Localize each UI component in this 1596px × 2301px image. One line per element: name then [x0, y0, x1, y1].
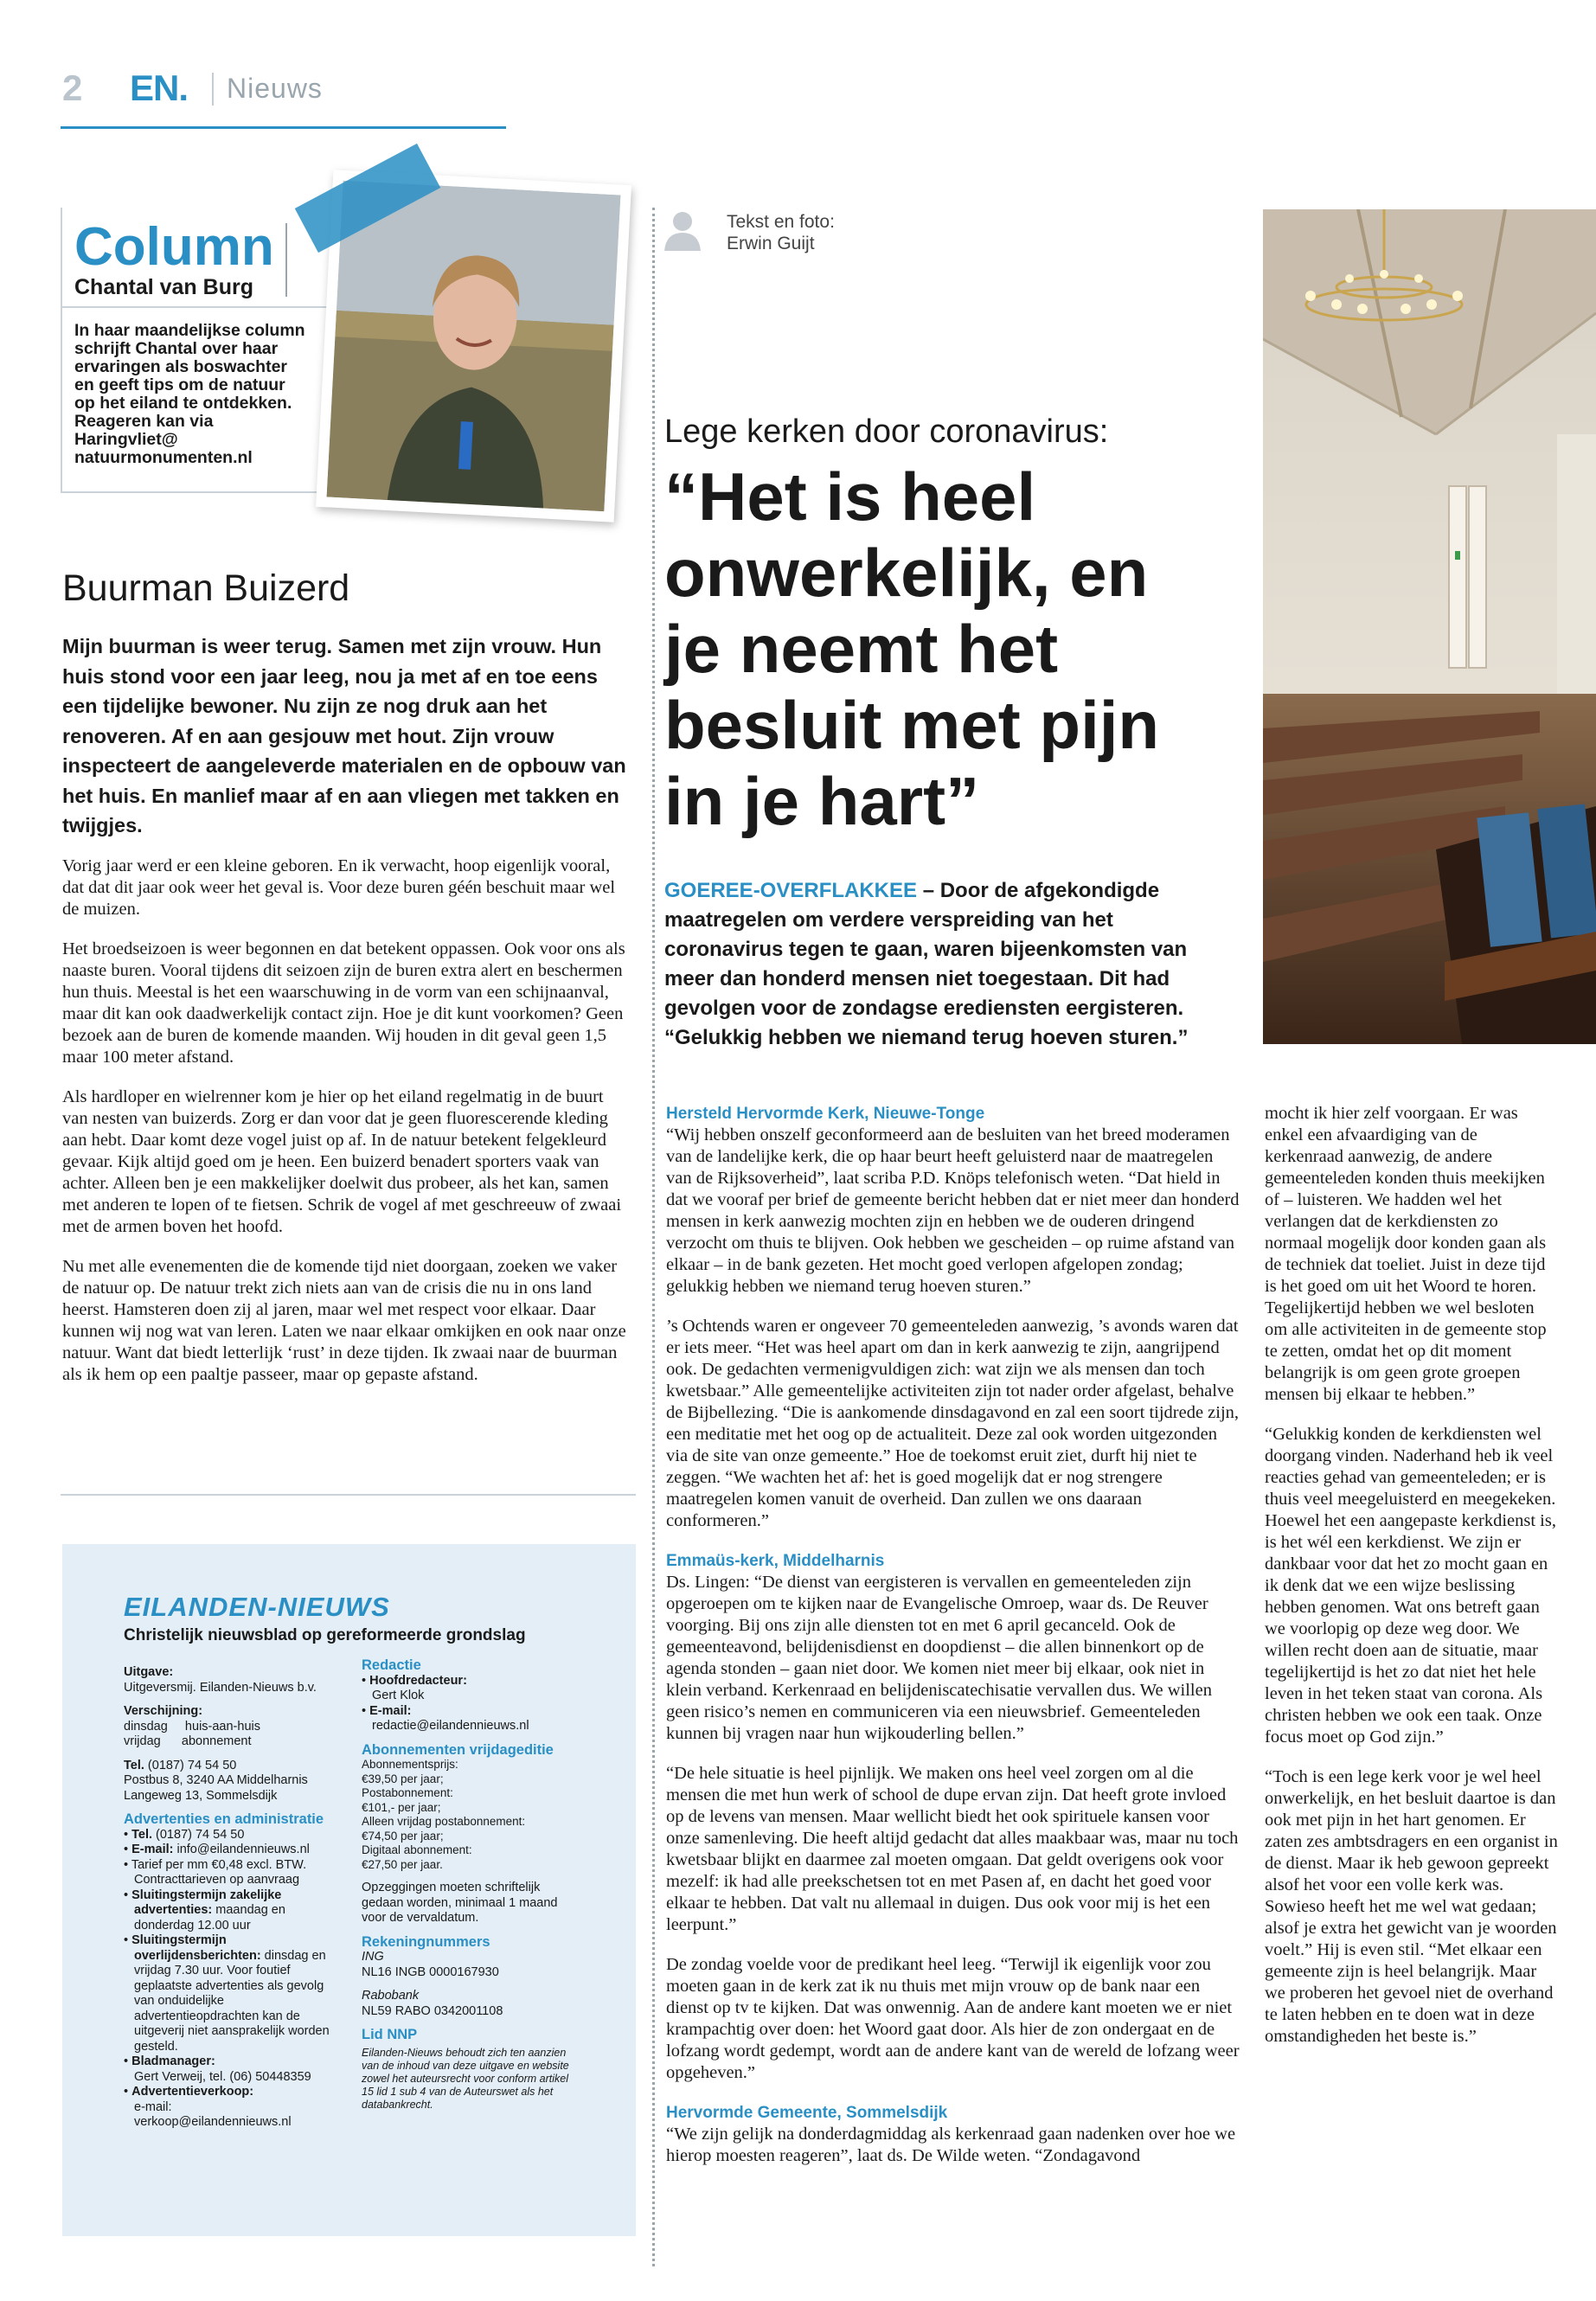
address-line: Langeweg 13, Sommelsdijk [124, 1788, 278, 1803]
byline-label: Tekst en foto: [727, 212, 835, 232]
church-interior-photo [1263, 209, 1596, 1044]
abonnementen-heading: Abonnementen vrijdageditie [362, 1741, 554, 1758]
copyright-disclaimer: Eilanden-Nieuws behoudt zich ten aanzien van de inhoud van deze uitgave en website zowel het auteursrecht voor conform artikel 15 lid 1 sub 4 van de Auteurswet als het databankrecht. [362, 2046, 569, 2111]
abo-line: Abonnementsprijs: [362, 1758, 458, 1771]
bladmanager-value: Gert Verweij, tel. (06) 50448359 [134, 2069, 311, 2084]
colofon-logo: EILANDEN-NIEUWS [124, 1592, 390, 1622]
adv-tarief: Tarief per mm €0,48 excl. BTW. Contracttarieven op aanvraag [131, 1857, 307, 1887]
sluiting-overlijden-label: Sluitingstermijn overlijdensberichten: [131, 1933, 261, 1963]
colofon-left-column: Uitgave: Uitgeversmij. Eilanden-Nieuws b.v. Verschijning: dinsdag huis-aan-huis vrijdag abonnement Tel. (0187) 74 54 50 Postbus 8, 3240 AA Middelharnis Langeweg 13, Sommelsdijk Advertenties en administratie • Tel. (0187) 74 54 50 • E-mail: info@eilandennieuws.nl • Tarief per mm €0,48 excl. BTW. Contracttarieven op aanvraag • Sluitingstermijn zakelijke advertenties: maandag en donderdag 12.00 uur • Sluitingstermijn overlijdensberichten: dinsdag en vrijdag 7.30 uur. Voor foutief geplaatste advertenties als gevolg van onduidelijke advertentieopdrachten kan de uitgeverij niet aansprakelijk worden gesteld. • Bladmanager: Gert Verweij, tel. (06) 50448359 • Advertentieverkoop: e-mail: verkoop@eilandennieuws.nl [124, 1665, 340, 2131]
column-body [62, 856, 633, 1404]
adv-email-value: info@eilandennieuws.nl [173, 1843, 310, 1856]
abo-line: €101,- per jaar; [362, 1800, 441, 1814]
tel-label: Tel. [124, 1758, 144, 1772]
verschijning-value: dinsdag huis-aan-huis [124, 1719, 260, 1734]
sluiting-zakelijk-label: Sluitingstermijn zakelijke advertenties: [131, 1888, 282, 1917]
article-body-column-1 [666, 1103, 1241, 2185]
article-paragraph: “Gelukkig konden de kerkdiensten wel doorgang vinden. Naderhand heb ik veel reacties gehad van gemeenteleden; er is thuis veel meegeluisterd en meegekeken. Hoewel het een aangepaste kerkdienst is, is het wél een kerkdienst. We zijn er dankbaar voor dat het zo mocht gaan en ik denk dat we een wijze beslissing hebben genomen. Wat ons betreft gaan we voorlopig op deze weg door. We willen recht doen aan de situatie, maar tegelijkertijd is het zo dat niet het hele leven in het teken staat van corona. Als christen hebben we ook een taak. Onze focus moet op God zijn.” [1265, 1425, 1556, 1747]
advertentieverkoop-label: Advertentieverkoop: [131, 2085, 254, 2099]
byline-author: Erwin Guijt [727, 234, 815, 253]
verschijning-value: vrijdag abonnement [124, 1734, 252, 1748]
article-subheading: Emmaüs-kerk, Middelharnis [666, 1552, 885, 1570]
article-lead-text: – Door de afgekondigde maatregelen om verdere verspreiding van het coronavirus tegen te gaan, waren bijeenkomsten van meer dan honderd mensen niet toegestaan. Dit had gevolgen voor de zondagse erediensten eergisteren. “Gelukkig hebben we niemand terug hoeven sturen.” [664, 879, 1189, 1049]
article-dateline: GOEREE-OVERFLAKKEE [664, 879, 918, 902]
article-paragraph: “Wij hebben onszelf geconformeerd aan de besluiten van het breed moderamen van de landelijke kerk, die op haar beurt heeft geluisterd naar de maatregelen van de Rijksoverheid”, laat scriba P.D. Knöps telefonisch weten. “Dat hield in dat we vooraf per brief de gemeente bericht hebben dat er niet meer dan honderd mensen in kerk aanwezig mochten zijn en hebben we de ouderen dringend verzocht om thuis te blijven. Ook hebben we gescheiden – op ruime afstand van elkaar – in de bank gezeten. Het mocht goed verlopen afgelopen zondag; gelukkig hebben we niemand terug hoeven sturen.” [666, 1125, 1240, 1296]
bank-number: NL59 RABO 0342001108 [362, 2003, 503, 2018]
verschijning-label: Verschijning: [124, 1704, 203, 1718]
column-title: Column [74, 217, 274, 277]
portrait-illustration [327, 181, 621, 511]
article-paragraph: De zondag voelde voor de predikant heel leeg. “Terwijl ik eigenlijk voor zou moeten gaan in de kerk zat ik nu thuis met mijn vrouw op de bank naar een dienst op tv te kijken. Dat was onwennig. Aan de andere kant moeten we er niet krampachtig over doen: het Woord gaat door. Als hier de zon ondergaat en de lofzang wordt gedempt, wordt aan de andere kant van de wereld de lofzang weer opgeheven.” [666, 1955, 1240, 2082]
colofon-right-column: Redactie • Hoofdredacteur: Gert Klok • E-mail: redactie@eilandennieuws.nl Abonnementen vrijdageditie Abonnementsprijs: €39,50 per jaar; Postabonnement: €101,- per jaar; Alleen vrijdag postabonnement: €74,50 per jaar; Digitaal abonnement: €27,50 per jaar. Opzeggingen moeten schriftelijk gedaan worden, minimaal 1 maand voor de vervaldatum. Rekeningnummers ING NL16 INGB 0000167930 Rabobank NL59 RABO 0342001108 Lid NNP Eilanden-Nieuws behoudt zich ten aanzien van de inhoud van deze uitgave en website zowel het auteursrecht voor conform artikel 15 lid 1 sub 4 van de Auteurswet als het databankrecht. [362, 1658, 595, 2112]
abo-line: Postabonnement: [362, 1786, 453, 1799]
abo-line: €39,50 per jaar; [362, 1772, 444, 1785]
byline [727, 211, 835, 254]
column-author: Chantal van Burg [74, 275, 253, 299]
opzeggingen-note: Opzeggingen moeten schriftelijk gedaan worden, minimaal 1 maand voor de vervaldatum. [362, 1881, 558, 1925]
section-label: Nieuws [227, 73, 323, 104]
article-paragraph: mocht ik hier zelf voorgaan. Er was enkel een afvaardiging van de kerkenraad aanwezig, de andere gemeenteleden konden thuis meekijken of – luisteren. We hadden wel het verlangen dat de kerkdiensten zo normaal mogelijk door konden gaan als de techniek dat toeliet. Juist in deze tijd is het goed om uit het Woord te horen. Tegelijkertijd hebben we wel besloten om alle activiteiten in de gemeente stop te zetten, omdat het op dit moment belangrijk is om geen grote groepen mensen bij elkaar te hebben.” [1265, 1104, 1547, 1404]
adv-tel-label: Tel. [131, 1827, 153, 1842]
adv-email-label: E-mail: [131, 1843, 174, 1856]
hoofdredacteur-value: Gert Klok [372, 1689, 425, 1702]
page-number: 2 [62, 67, 83, 108]
column-paragraph: Als hardloper en wielrenner kom je hier op het eiland regelmatig in de buurt van nesten van buizerds. Zorg er dan voor dat je geen fluorescerende kleding aan hebt. Daar komt deze vogel juist op af. In de natuur betekent felgekleurd gevaar. Kijk altijd goed om je heen. Een buizerd benadert sporters vaak van achter. Alleen ben je een makkelijker doelwit dus probeer, als het kan, samen met anderen te lopen of te fietsen. Schrik de vogel af met geschreeuw of zwaai met de armen boven het hoofd. [62, 1087, 622, 1236]
uitgave-label: Uitgave: [124, 1665, 174, 1679]
rekeningnummers-heading: Rekeningnummers [362, 1933, 490, 1950]
article-paragraph: Ds. Lingen: “De dienst van eergisteren is vervallen en gemeenteleden zijn opgeroepen om te kijken naar de Evangelische Omroep, waar ds. De Reuver voorging. Bij ons zijn alle diensten tot en met 6 april gecanceld. Ook de gemeenteavond, belijdenisdienst en doopdienst – die allen binnenkort op de agenda stonden – gaan niet door. We komen niet meer bij elkaar, ook niet in klein verband. Kerkenraad en belijdeniscatechisatie vervallen dus. We willen geen risico’s nemen en communiceren via een nieuwsbrief. Gemeenteleden kunnen bij vragen naar hun wijkouderling bellen.” [666, 1573, 1212, 1743]
bank-number: NL16 INGB 0000167930 [362, 1965, 499, 1979]
column-heading: Buurman Buizerd [62, 567, 350, 609]
abo-line: €74,50 per jaar; [362, 1829, 444, 1843]
sluiting-zakelijk-value: maandag en donderdag 12.00 uur [134, 1903, 285, 1932]
redactie-email-value: redactie@eilandennieuws.nl [372, 1719, 529, 1733]
abo-line: Digitaal abonnement: [362, 1843, 472, 1856]
sluiting-overlijden-value: dinsdag en vrijdag 7.30 uur. Voor foutief geplaatste advertenties als gevolg van onduidelijke advertentieopdrachten kan de uitgeverij niet aansprakelijk worden gesteld. [134, 1948, 330, 2054]
tel-value: (0187) 74 54 50 [144, 1758, 237, 1772]
advertenties-heading: Advertenties en administratie [124, 1811, 324, 1827]
header-separator [212, 73, 214, 106]
column-box-left-border [61, 208, 62, 493]
colofon-tagline: Christelijk nieuwsblad op gereformeerde grondslag [124, 1626, 526, 1644]
article-subheading: Hervormde Gemeente, Sommelsdijk [666, 2104, 948, 2122]
column-intro: In haar maandelijkse column schrijft Chantal over haar ervaringen als boswachter en geeft tips om de natuur op het eiland te ontdekken. Reageren kan via Haringvliet@ natuurmonumenten.nl [74, 321, 305, 467]
article-lead [664, 876, 1218, 1053]
column-paragraph: Nu met alle evenementen die de komende tijd niet doorgaan, zoeken we vaker de natuur op. De natuur trekt zich niets aan van de crisis die nu in ons land heerst. Hamsteren doen zij al jaren, maar wel met respect voor elkaar. Daar kunnen wij nog wat van leren. Laten we naar elkaar omkijken en ook naar onze natuur. Want dat biedt letterlijk ‘rust’ in deze tijden. Ik zwaai naar de buurman als ik hem op een paaltje passeer, maar op gepaste afstand. [62, 1257, 626, 1384]
address-line: Postbus 8, 3240 AA Middelharnis [124, 1773, 308, 1787]
advertentieverkoop-value: verkoop@eilandennieuws.nl [134, 2115, 292, 2129]
nnp-heading: Lid NNP [362, 2027, 418, 2042]
column-end-rule [61, 1494, 636, 1496]
article-paragraph: “Toch is een lege kerk voor je wel heel onwerkelijk, en het besluit daartoe is dan ook met pijn in het hart genomen. Er zaten zes ambtsdragers en een organist in de dienst. Maar ik heb gewoon gepreekt alsof het voor een volle kerk was. Sowieso heeft het me wel wat gedaan; alsof je extra het gewicht van je woorden voelt.” Hij is even stil. “Met elkaar een gemeente zijn is heel belangrijk. Maar we proberen het gevoel niet de overhand te laten hebben en te doen wat in deze omstandigheden het beste is.” [1265, 1767, 1558, 2046]
article-subheading: Hersteld Hervormde Kerk, Nieuwe-Tonge [666, 1105, 985, 1123]
bank-name: Rabobank [362, 1989, 420, 2003]
bank-name: ING [362, 1950, 384, 1964]
article-paragraph: ’s Ochtends waren er ongeveer 70 gemeenteleden aanwezig, ’s avonds waren dat er iets meer. “Het was heel apart om dan in kerk aanwezig te zijn, aangrijpend ook. De gedachten vermenigvuldigen zich: wat zijn we als mensen dan toch kwetsbaar.” Alle gemeentelijke activiteiten zijn tot nader order afgelast, behalve de Bijbellezing. “Die is aankomende dinsdagavond en zal een soort tijdrede zijn, een meditatie met het oog op de actualiteit. Deze zal ook worden uitgezonden via de site van onze gemeente.” Hoe de toekomst eruit ziet, durft hij niet te zeggen. “We wachten het af: het is goed mogelijk dat er nog strengere maatregelen komen vanuit de overheid. Dan zullen we ons daaraan conformeren.” [666, 1317, 1240, 1530]
column-lead: Mijn buurman is weer terug. Samen met zijn vrouw. Hun huis stond voor een jaar leeg, nou ja met af en toe eens een tijdelijke bewoner. Nu zijn ze nog druk aan het renoveren. Af en aan gesjouw met hout. Zijn vrouw inspecteert de aangeleverde materialen en de opbouw van het huis. En manlief maar af en aan vliegen met takken en twijgjes. [62, 635, 626, 836]
abo-line: €27,50 per jaar. [362, 1857, 443, 1871]
church-illustration [1263, 209, 1596, 1044]
redactie-email-label: E-mail: [369, 1703, 412, 1718]
article-body-column-2 [1265, 1103, 1559, 2066]
adv-tel-value: (0187) 74 54 50 [152, 1827, 245, 1842]
uitgave-value: Uitgeversmij. Eilanden-Nieuws b.v. [124, 1680, 317, 1695]
column-paragraph: Het broedseizoen is weer begonnen en dat betekent oppassen. Ook voor ons als naaste buren. Vooral tijdens dit seizoen zijn de buren extra alert en beschermen hun thuis. Meestal is het een waarschuwing in de vorm van een schijnaanval, maar dit kan ook daadwerkelijk contact zijn. Hoe je dit kunt voorkomen? Geen bezoek aan de buren de komende maanden. Wij houden in dit geval geen 1,5 maar 100 meter afstand. [62, 939, 625, 1067]
header-rule [61, 126, 506, 129]
hoofdredacteur-label: Hoofdredacteur: [369, 1673, 467, 1688]
abo-line: Alleen vrijdag postabonnement: [362, 1815, 526, 1828]
column-paragraph: Vorig jaar werd er een kleine geboren. En ik verwacht, hoop eigenlijk vooral, dat dat dit jaar ook weer het geval is. Voor deze buren géén beschuit maar wel de muizen. [62, 856, 616, 919]
person-icon [664, 209, 701, 251]
column-title-divider [285, 223, 287, 297]
column-divider [652, 208, 655, 2266]
redactie-heading: Redactie [362, 1657, 421, 1673]
newspaper-logo: EN. [130, 67, 189, 108]
advertentieverkoop-value: e-mail: [134, 2099, 172, 2114]
article-kicker: Lege kerken door coronavirus: [664, 413, 1109, 450]
article-paragraph: “De hele situatie is heel pijnlijk. We maken ons heel veel zorgen om al die mensen die met hun werk of school de dupe ervan zijn. Dat heeft grote invloed op de levens van mensen. Maar wellicht biedt het ook spirituele kansen voor onze samenleving. Die heeft altijd gedacht dat alles maakbaar was, maar nu toch kwetsbaar blijkt en daarmee zal moeten omgaan. Dat geldt overigens ook voor mezelf: ik had alle preekschetsen tot en met Pasen af, en dacht het goed voor elkaar te hebben. Dat valt nu allemaal in duigen. Dus ook voor mij is het een leerpunt.” [666, 1764, 1239, 1934]
article-headline: “Het is heel onwerkelijk, en je neemt het besluit met pijn in je hart” [664, 458, 1160, 839]
bladmanager-label: Bladmanager: [131, 2054, 215, 2068]
article-paragraph: “We zijn gelijk na donderdagmiddag als kerkenraad gaan nadenken over hoe we hierop moesten reageren”, laat ds. De Wilde weten. “Zondagavond [666, 2125, 1236, 2165]
